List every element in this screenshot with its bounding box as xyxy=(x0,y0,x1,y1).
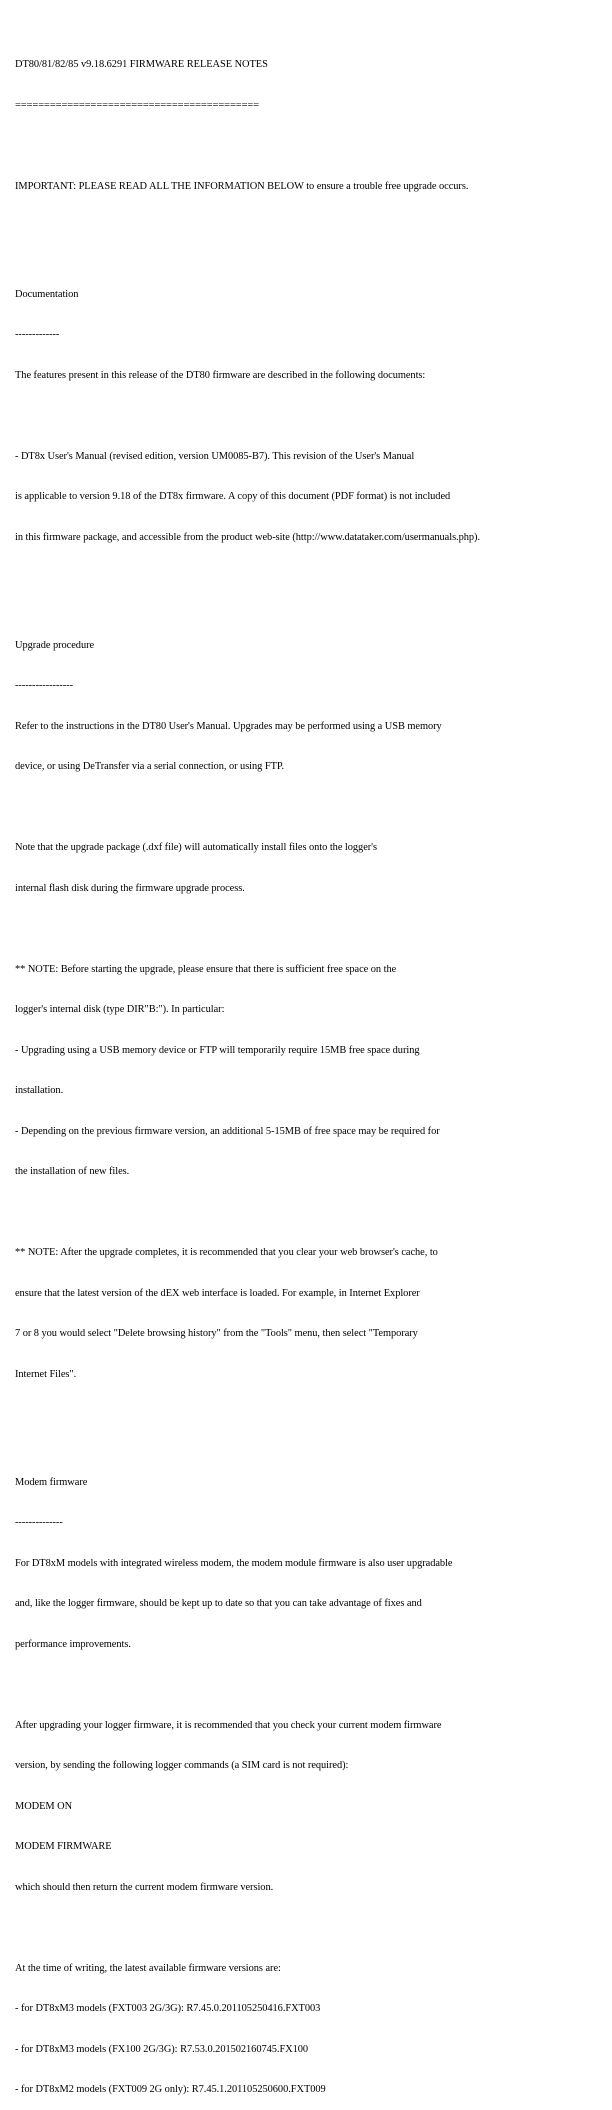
modem-version-line: - for DT8xM3 models (FXT003 2G/3G): R7.45.0.201105250416.FXT003 xyxy=(15,2003,321,2014)
spacer xyxy=(15,220,605,247)
documentation-rule: ------------- xyxy=(15,329,60,340)
spacer xyxy=(15,1206,605,1220)
documentation-line: in this firmware package, and accessible from the product web-site (http://www.datataker.com/usermanuals.php). xyxy=(15,531,481,543)
upgrade-note-line: - Depending on the previous firmware version, an additional 5-15MB of free space may be required for xyxy=(15,1125,440,1137)
modem-line: and, like the logger firmware, should be kept up to date so that you can take advantage of fixes and xyxy=(15,1598,422,1609)
upgrade-line: Note that the upgrade package (.dxf file) will automatically install files onto the logger's xyxy=(15,842,377,853)
modem-line: version, by sending the following logger commands (a SIM card is not required): xyxy=(15,1760,349,1771)
documentation-line: is applicable to version 9.18 of the DT8x firmware. A copy of this document (PDF format) is not included xyxy=(15,491,451,502)
modem-line: At the time of writing, the latest available firmware versions are: xyxy=(15,1962,281,1974)
spacer xyxy=(15,1921,605,1935)
release-notes-document xyxy=(15,31,605,2110)
documentation-line: - DT8x User's Manual (revised edition, version UM0085-B7). This revision of the User's Manual xyxy=(15,450,415,462)
spacer xyxy=(15,922,605,936)
spacer xyxy=(15,801,605,815)
modem-version-line: - for DT8xM3 models (FX100 2G/3G): R7.53.0.201502160745.FX100 xyxy=(15,2043,309,2055)
title-underline: ========================================== xyxy=(15,99,260,111)
spacer xyxy=(15,1678,605,1692)
documentation-heading: Documentation xyxy=(15,288,79,300)
modem-rule: -------------- xyxy=(15,1517,63,1528)
modem-heading: Modem firmware xyxy=(15,1476,88,1488)
modem-line: For DT8xM models with integrated wireless modem, the modem module firmware is also user upgradable xyxy=(15,1557,453,1569)
upgrade-note-line: the installation of new files. xyxy=(15,1166,130,1177)
upgrade-heading: Upgrade procedure xyxy=(15,639,95,651)
modem-line: performance improvements. xyxy=(15,1638,131,1650)
modem-line: which should then return the current modem firmware version. xyxy=(15,1881,274,1893)
upgrade-note-line: ** NOTE: After the upgrade completes, it is recommended that you clear your web browser's cache, to xyxy=(15,1247,438,1258)
upgrade-line: Refer to the instructions in the DT80 User's Manual. Upgrades may be performed using a USB memory xyxy=(15,720,442,732)
upgrade-line: device, or using DeTransfer via a serial connection, or using FTP. xyxy=(15,761,285,772)
upgrade-note-line: ** NOTE: Before starting the upgrade, please ensure that there is sufficient free space on the xyxy=(15,963,397,975)
document-title: DT80/81/82/85 v9.18.6291 FIRMWARE RELEASE NOTES xyxy=(15,59,268,70)
upgrade-note-line: 7 or 8 you would select "Delete browsing history" from the "Tools" menu, then select "Temporary xyxy=(15,1328,418,1339)
spacer xyxy=(15,139,605,153)
modem-version-line: - for DT8xM2 models (FXT009 2G only): R7.45.1.201105250600.FXT009 xyxy=(15,2084,326,2095)
upgrade-note-line: installation. xyxy=(15,1085,64,1096)
modem-command: MODEM ON xyxy=(15,1800,73,1812)
upgrade-note-line: ensure that the latest version of the dEX web interface is loaded. For example, in Internet Explorer xyxy=(15,1287,420,1299)
spacer xyxy=(15,1408,605,1435)
important-notice: IMPORTANT: PLEASE READ ALL THE INFORMATION BELOW to ensure a trouble free upgrade occurs. xyxy=(15,180,469,192)
upgrade-line: internal flash disk during the firmware upgrade process. xyxy=(15,882,245,894)
spacer xyxy=(15,409,605,423)
upgrade-note-line: - Upgrading using a USB memory device or FTP will temporarily require 15MB free space during xyxy=(15,1044,420,1056)
documentation-intro: The features present in this release of the DT80 firmware are described in the following documents: xyxy=(15,369,426,381)
upgrade-note-line: logger's internal disk (type DIR"B:"). In particular: xyxy=(15,1004,225,1015)
spacer xyxy=(15,571,605,598)
modem-line: After upgrading your logger firmware, it is recommended that you check your current modem firmware xyxy=(15,1719,442,1731)
upgrade-rule: ----------------- xyxy=(15,680,73,691)
upgrade-note-line: Internet Files". xyxy=(15,1368,77,1380)
modem-command: MODEM FIRMWARE xyxy=(15,1841,112,1852)
